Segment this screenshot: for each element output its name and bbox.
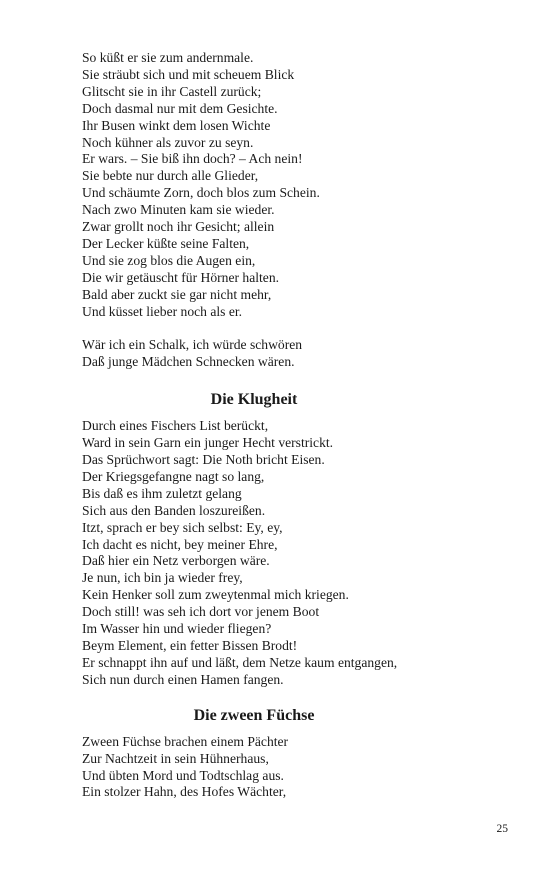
- poem-title-zween-fuechse: Die zween Füchse: [193, 706, 315, 724]
- page-body: [82, 50, 502, 801]
- verse-line: Und küsset lieber noch als er.: [82, 303, 243, 319]
- verse-line: Je nun, ich bin ja wieder frey,: [82, 570, 243, 586]
- verse-line: Durch eines Fischers List berückt,: [82, 418, 269, 434]
- verse-line: Ein stolzer Hahn, des Hofes Wächter,: [82, 784, 287, 800]
- verse-line: Sie sträubt sich und mit scheuem Blick: [82, 66, 295, 82]
- verse-line: Sich nun durch einen Hamen fangen.: [82, 671, 284, 687]
- verse-line: Nach zwo Minuten kam sie wieder.: [82, 202, 275, 218]
- verse-line: Ward in sein Garn ein junger Hecht verstrickt.: [82, 435, 334, 451]
- verse-line: So küßt er sie zum andernmale.: [82, 50, 254, 65]
- page-number: 25: [496, 823, 508, 835]
- verse-line: Die wir getäuscht für Hörner halten.: [82, 269, 280, 285]
- verse-line: Bald aber zuckt sie gar nicht mehr,: [82, 286, 272, 302]
- verse-line: Der Lecker küßte seine Falten,: [82, 235, 250, 251]
- verse-line: Und übten Mord und Todtschlag aus.: [82, 767, 284, 783]
- verse-line: Und schäumte Zorn, doch blos zum Schein.: [82, 185, 320, 201]
- verse-line: Zwar grollt noch ihr Gesicht; allein: [82, 219, 275, 235]
- verse-line: Ich dacht es nicht, bey meiner Ehre,: [82, 536, 278, 552]
- verse-line: Ihr Busen winkt dem losen Wichte: [82, 117, 271, 133]
- verse-line: Und sie zog blos die Augen ein,: [82, 252, 256, 268]
- verse-line: Sie bebte nur durch alle Glieder,: [82, 168, 259, 184]
- poem-title-klugheit: Die Klugheit: [210, 391, 298, 409]
- verse-line: Das Sprüchwort sagt: Die Noth bricht Eisen.: [82, 452, 325, 468]
- verse-line: Glitscht sie in ihr Castell zurück;: [82, 83, 262, 99]
- poem-klugheit: [82, 418, 502, 689]
- verse-line: Zur Nachtzeit in sein Hühnerhaus,: [82, 750, 269, 766]
- stanza-continued-2: [82, 337, 502, 371]
- verse-line: Kein Henker soll zum zweytenmal mich kriegen.: [82, 587, 349, 603]
- verse-line: Er schnappt ihn auf und läßt, dem Netze kaum entgangen,: [82, 654, 398, 670]
- verse-line: Daß junge Mädchen Schnecken wären.: [82, 354, 295, 370]
- verse-line: Beym Element, ein fetter Bissen Brodt!: [82, 637, 298, 653]
- verse-line: Er wars. – Sie biß ihn doch? – Ach nein!: [82, 151, 303, 167]
- poem-zween-fuechse: [82, 734, 502, 802]
- verse-line: Zween Füchse brachen einem Pächter: [82, 733, 289, 749]
- verse-line: Doch dasmal nur mit dem Gesichte.: [82, 100, 278, 116]
- verse-line: Itzt, sprach er bey sich selbst: Ey, ey,: [82, 519, 283, 535]
- stanza-gap: [82, 321, 502, 338]
- verse-line: Sich aus den Banden loszureißen.: [82, 502, 266, 518]
- verse-line: Daß hier ein Netz verborgen wäre.: [82, 553, 270, 569]
- verse-line: Bis daß es ihm zuletzt gelang: [82, 485, 242, 501]
- verse-line: Noch kühner als zuvor zu seyn.: [82, 134, 254, 150]
- verse-line: Im Wasser hin und wieder fliegen?: [82, 621, 272, 637]
- stanza-continued-1: [82, 50, 502, 321]
- verse-line: Wär ich ein Schalk, ich würde schwören: [82, 337, 303, 353]
- verse-line: Der Kriegsgefangne nagt so lang,: [82, 468, 265, 484]
- verse-line: Doch still! was seh ich dort vor jenem Boot: [82, 604, 320, 620]
